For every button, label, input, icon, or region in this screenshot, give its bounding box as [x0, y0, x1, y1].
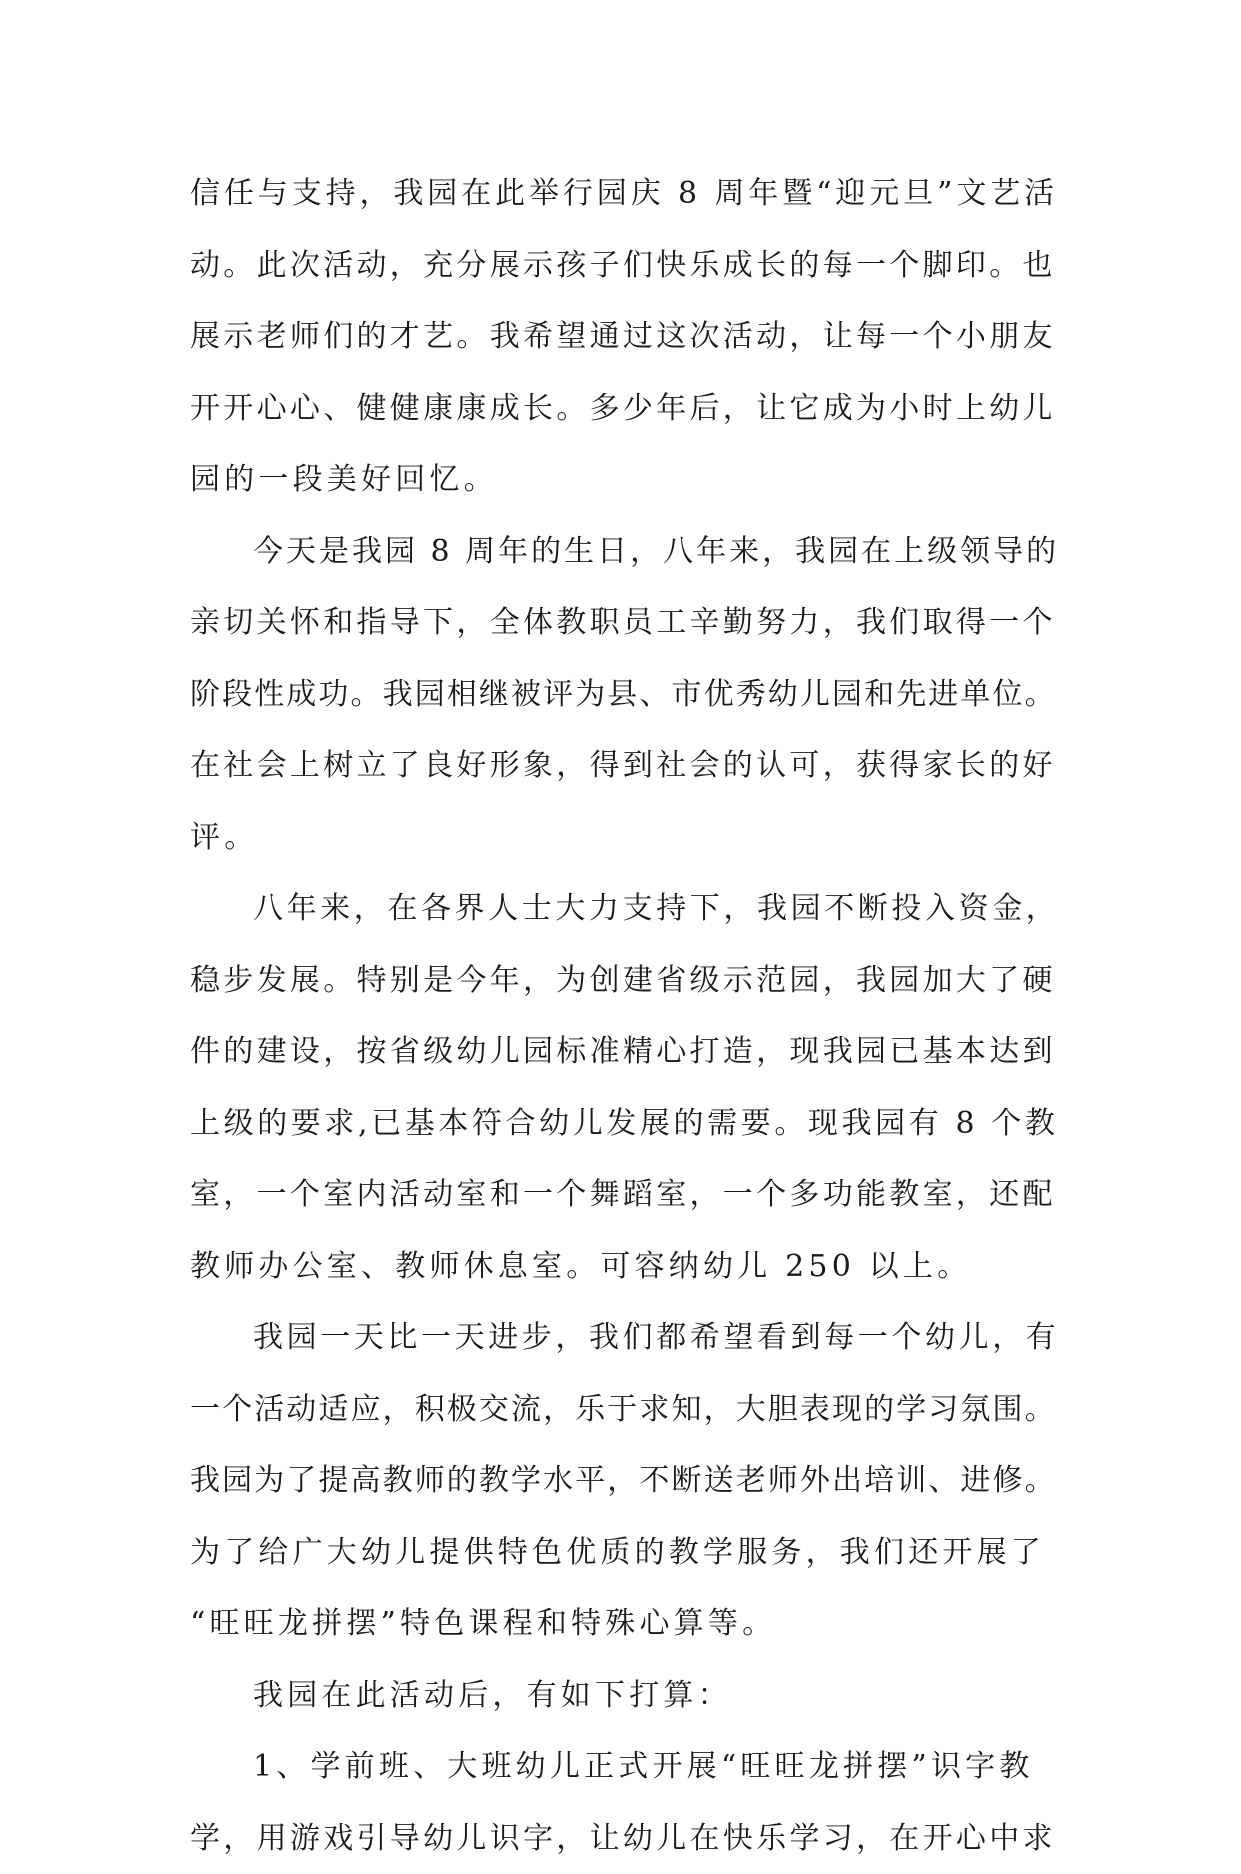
- paragraph-first-line: 我园一天比一天进步，我们都希望看到每一个幼儿，有: [190, 1302, 1060, 1374]
- text-line: 信任与支持，我园在此举行园庆 8 周年暨“迎元旦”文艺活: [190, 158, 1060, 230]
- text-line: 学，用游戏引导幼儿识字，让幼儿在快乐学习，在开心中求: [190, 1803, 1060, 1874]
- text-line: 为了给广大幼儿提供特色优质的教学服务，我们还开展了: [190, 1517, 1060, 1589]
- text-line: 上级的要求,已基本符合幼儿发展的需要。现我园有 8 个教: [190, 1088, 1060, 1160]
- text-line: 展示老师们的才艺。我希望通过这次活动，让每一个小朋友: [190, 301, 1060, 373]
- text-line: 园的一段美好回忆。: [190, 444, 1060, 516]
- text-line: 评。: [190, 802, 1060, 874]
- text-line: 一个活动适应，积极交流，乐于求知，大胆表现的学习氛围。: [190, 1374, 1060, 1446]
- text-line: 稳步发展。特别是今年，为创建省级示范园，我园加大了硬: [190, 945, 1060, 1017]
- text-line: “旺旺龙拼摆”特色课程和特殊心算等。: [190, 1588, 1060, 1660]
- text-line: 阶段性成功。我园相继被评为县、市优秀幼儿园和先进单位。: [190, 659, 1060, 731]
- paragraph-first-line: 1、学前班、大班幼儿正式开展“旺旺龙拼摆”识字教: [190, 1731, 1060, 1803]
- text-line: 教师办公室、教师休息室。可容纳幼儿 250 以上。: [190, 1231, 1060, 1303]
- body-text: [190, 158, 1060, 1874]
- text-line: 开开心心、健健康康成长。多少年后，让它成为小时上幼儿: [190, 373, 1060, 445]
- text-line: 动。此次活动，充分展示孩子们快乐成长的每一个脚印。也: [190, 230, 1060, 302]
- text-line: 件的建设，按省级幼儿园标准精心打造，现我园已基本达到: [190, 1016, 1060, 1088]
- text-line: 室，一个室内活动室和一个舞蹈室，一个多功能教室，还配: [190, 1159, 1060, 1231]
- text-line: 在社会上树立了良好形象，得到社会的认可，获得家长的好: [190, 730, 1060, 802]
- paragraph-first-line: 今天是我园 8 周年的生日，八年来，我园在上级领导的: [190, 516, 1060, 588]
- paragraph-first-line: 八年来，在各界人士大力支持下，我园不断投入资金，: [190, 873, 1060, 945]
- text-line: 我园为了提高教师的教学水平，不断送老师外出培训、进修。: [190, 1445, 1060, 1517]
- text-line: 亲切关怀和指导下，全体教职员工辛勤努力，我们取得一个: [190, 587, 1060, 659]
- paragraph-first-line: 我园在此活动后，有如下打算：: [190, 1660, 1060, 1732]
